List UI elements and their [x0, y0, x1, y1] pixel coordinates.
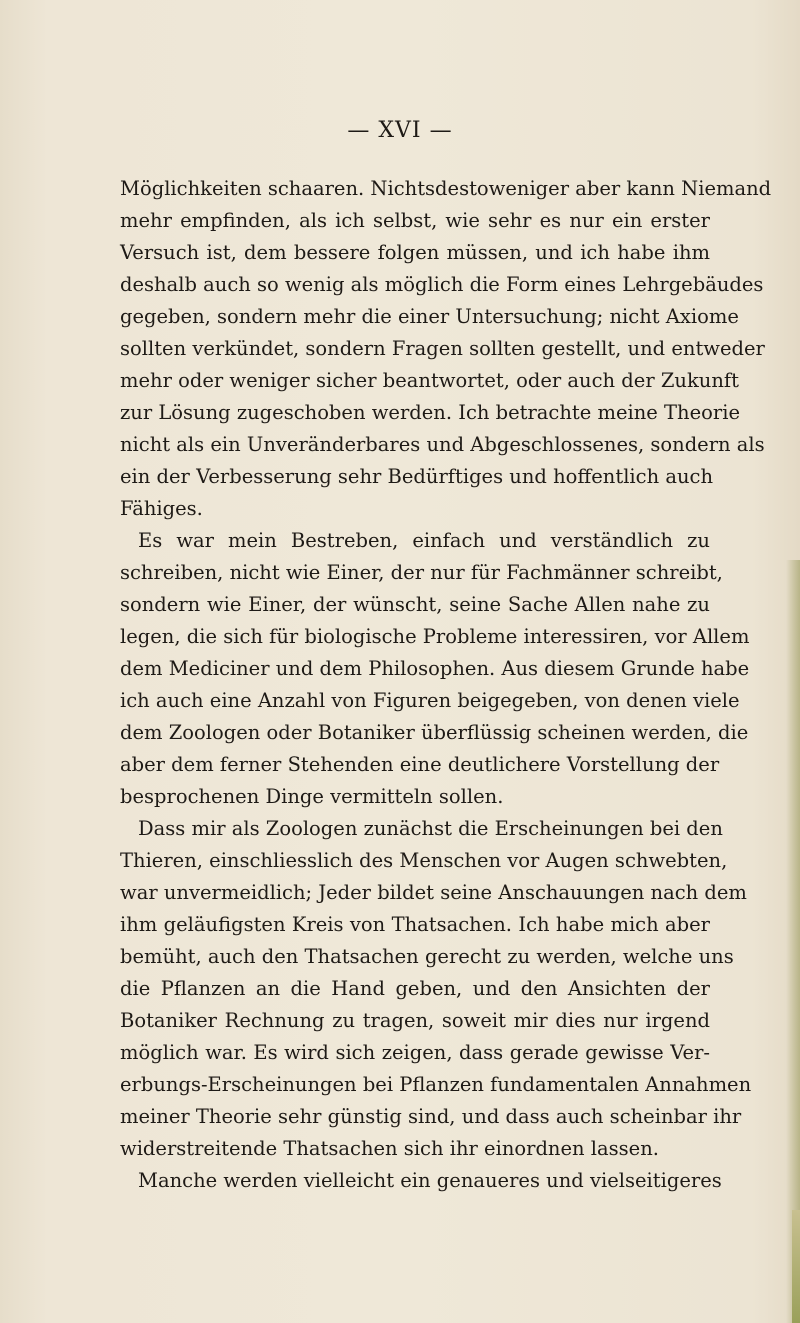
- text-line: dem Mediciner und dem Philosophen. Aus diesem Grunde habe: [120, 657, 750, 680]
- text-line: möglich war. Es wird sich zeigen, dass gerade gewisse Ver-: [120, 1041, 710, 1064]
- text-line: war unvermeidlich; Jeder bildet seine Anschauungen nach dem: [120, 881, 747, 904]
- text-line: bemüht, auch den Thatsachen gerecht zu werden, welche uns: [120, 945, 734, 968]
- text-line: ich auch eine Anzahl von Figuren beigegeben, von denen viele: [120, 689, 740, 712]
- body-text: [120, 173, 772, 1197]
- text-line: Versuch ist, dem bessere folgen müssen, und ich habe ihm: [120, 241, 710, 264]
- text-line: aber dem ferner Stehenden eine deutlichere Vorstellung der: [120, 753, 720, 776]
- text-line: die Pflanzen an die Hand geben, und den Ansichten der: [120, 977, 710, 1000]
- text-line: meiner Theorie sehr günstig sind, und dass auch scheinbar ihr: [120, 1105, 742, 1128]
- text-line: deshalb auch so wenig als möglich die Form eines Lehrgebäudes: [120, 273, 764, 296]
- text-line: nicht als ein Unveränderbares und Abgeschlossenes, sondern als: [120, 433, 765, 456]
- text-line: ein der Verbesserung sehr Bedürftiges und hoffentlich auch: [120, 465, 714, 488]
- text-line: ihm geläufigsten Kreis von Thatsachen. Ich habe mich aber: [120, 913, 710, 936]
- text-line: Fähiges.: [120, 497, 203, 520]
- text-line: besprochenen Dinge vermitteln sollen.: [120, 785, 504, 808]
- text-line: mehr oder weniger sicher beantwortet, oder auch der Zukunft: [120, 369, 739, 392]
- page-number-header: — XVI —: [347, 118, 453, 143]
- text-line: mehr empfinden, als ich selbst, wie sehr es nur ein erster: [120, 209, 710, 232]
- text-line: zur Lösung zugeschoben werden. Ich betrachte meine Theorie: [120, 401, 740, 424]
- text-line: Möglichkeiten schaaren. Nichtsdestoweniger aber kann Niemand: [120, 177, 772, 200]
- text-line: Thieren, einschliesslich des Menschen vor Augen schwebten,: [120, 849, 728, 872]
- text-line: sondern wie Einer, der wünscht, seine Sache Allen nahe zu: [120, 593, 710, 616]
- text-line: Botaniker Rechnung zu tragen, soweit mir dies nur irgend: [120, 1009, 710, 1032]
- text-line: Es war mein Bestreben, einfach und verständlich zu: [138, 529, 710, 552]
- page-edge-stain: [792, 1210, 800, 1323]
- text-line: Dass mir als Zoologen zunächst die Erscheinungen bei den: [138, 817, 723, 840]
- text-line: sollten verkündet, sondern Fragen sollten gestellt, und entweder: [120, 337, 765, 360]
- text-line: dem Zoologen oder Botaniker überflüssig scheinen werden, die: [120, 721, 749, 744]
- text-line: gegeben, sondern mehr die einer Untersuchung; nicht Axiome: [120, 305, 739, 328]
- page-edge-shadow: [786, 560, 800, 1323]
- text-line: erbungs-Erscheinungen bei Pflanzen fundamentalen Annahmen: [120, 1073, 752, 1096]
- text-line: widerstreitende Thatsachen sich ihr einordnen lassen.: [120, 1137, 659, 1160]
- text-line: schreiben, nicht wie Einer, der nur für Fachmänner schreibt,: [120, 561, 723, 584]
- text-line: legen, die sich für biologische Probleme interessiren, vor Allem: [120, 625, 750, 648]
- text-line: Manche werden vielleicht ein genaueres und vielseitigeres: [138, 1169, 722, 1192]
